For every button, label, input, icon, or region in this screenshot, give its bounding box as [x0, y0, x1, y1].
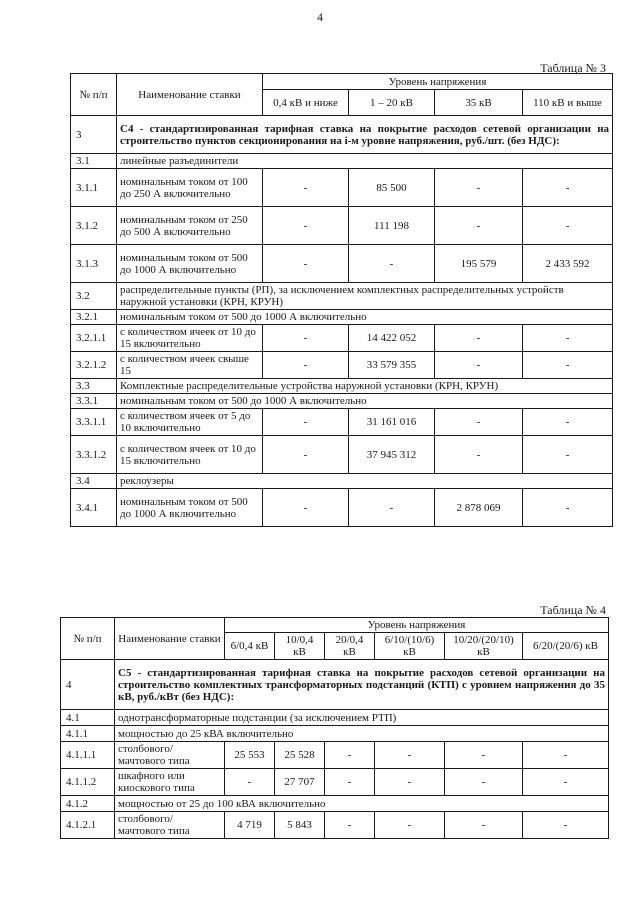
rate-value: - [325, 742, 375, 769]
table-row [71, 207, 613, 245]
row-number: 3.2.1 [71, 310, 117, 325]
row-number: 3.2.1.2 [71, 352, 117, 379]
column-group-voltage: Уровень напряжения [263, 74, 613, 90]
row-number: 3.3 [71, 379, 117, 394]
rate-value: - [523, 169, 613, 207]
column-header-level: 6/20/(20/6) кВ [523, 633, 609, 660]
rate-value: 2 878 069 [435, 489, 523, 527]
rate-value: 25 528 [275, 742, 325, 769]
rate-value: - [375, 812, 445, 839]
rate-value: - [325, 769, 375, 796]
group-heading: однотрансформаторные подстанции (за исключением РТП) [115, 710, 609, 726]
table-row [61, 742, 609, 769]
column-header-name: Наименование ставки [115, 618, 225, 660]
table-row [61, 710, 609, 726]
table-row [71, 245, 613, 283]
rate-name: с количеством ячеек свыше 15 [117, 352, 263, 379]
table-row [71, 474, 613, 489]
rate-value: - [435, 169, 523, 207]
column-header-level: 1 – 20 кВ [349, 90, 435, 116]
rate-name: с количеством ячеек от 5 до 10 включительно [117, 409, 263, 436]
table-row [61, 660, 609, 710]
rate-value: 14 422 052 [349, 325, 435, 352]
table3-body [71, 116, 613, 527]
rate-value: - [523, 352, 613, 379]
rate-value: 2 433 592 [523, 245, 613, 283]
column-header-level: 0,4 кВ и ниже [263, 90, 349, 116]
rate-value: - [375, 742, 445, 769]
rate-value: - [435, 352, 523, 379]
rate-value: - [263, 352, 349, 379]
rate-value: - [263, 169, 349, 207]
row-number: 3.3.1.2 [71, 436, 117, 474]
rate-value: - [263, 207, 349, 245]
rate-value: - [263, 489, 349, 527]
table-row [61, 812, 609, 839]
row-number: 4.1.1.2 [61, 769, 115, 796]
table-row [61, 726, 609, 742]
row-number: 4.1.2.1 [61, 812, 115, 839]
tariff-table-3 [70, 73, 613, 527]
rate-value: - [445, 769, 523, 796]
table-row [71, 489, 613, 527]
page-number: 4 [317, 10, 323, 24]
group-heading: Комплектные распределительные устройства наружной установки (КРН, КРУН) [117, 379, 613, 394]
table-row [61, 796, 609, 812]
rate-value: - [523, 325, 613, 352]
rate-value: 27 707 [275, 769, 325, 796]
rate-value: - [523, 436, 613, 474]
rate-value: - [435, 409, 523, 436]
rate-value: - [349, 245, 435, 283]
table-row [71, 352, 613, 379]
rate-value: - [263, 436, 349, 474]
table-row [71, 325, 613, 352]
column-header-level: 35 кВ [435, 90, 523, 116]
row-number: 4.1.1 [61, 726, 115, 742]
rate-value: 195 579 [435, 245, 523, 283]
rate-value: - [523, 207, 613, 245]
table-row [71, 394, 613, 409]
section-heading: С5 - стандартизированная тарифная ставка на покрытие расходов сетевой организации на строительство комплектных трансформаторных подстанций (КТП) с уровнем напряжения до 35 кВ, руб./кВт (без НДС): [115, 660, 609, 710]
rate-value: - [445, 812, 523, 839]
rate-value: - [523, 742, 609, 769]
column-header-number: № п/п [71, 74, 117, 116]
rate-value: - [523, 409, 613, 436]
row-number: 3.2 [71, 283, 117, 310]
group-heading: номинальным током от 500 до 1000 А включительно [117, 310, 613, 325]
rate-value: - [225, 769, 275, 796]
column-group-voltage: Уровень напряжения [225, 618, 609, 633]
rate-value: - [445, 742, 523, 769]
column-header-level: 110 кВ и выше [523, 90, 613, 116]
table3-caption: Таблица № 3 [540, 61, 606, 75]
row-number: 3.4.1 [71, 489, 117, 527]
table-row [61, 769, 609, 796]
rate-name: столбового/ мачтового типа [115, 742, 225, 769]
table4-body [61, 660, 609, 839]
column-header-level: 20/0,4 кВ [325, 633, 375, 660]
row-number: 4.1.2 [61, 796, 115, 812]
table-row [71, 154, 613, 169]
rate-name: шкафного или киоскового типа [115, 769, 225, 796]
rate-value: 31 161 016 [349, 409, 435, 436]
rate-name: номинальным током от 500 до 1000 А включительно [117, 489, 263, 527]
row-number: 3.1.2 [71, 207, 117, 245]
rate-value: - [523, 769, 609, 796]
row-number: 4.1.1.1 [61, 742, 115, 769]
tariff-table-4 [60, 617, 609, 839]
table4-caption: Таблица № 4 [540, 603, 606, 617]
rate-name: с количеством ячеек от 10 до 15 включительно [117, 325, 263, 352]
rate-value: 5 843 [275, 812, 325, 839]
rate-value: 33 579 355 [349, 352, 435, 379]
rate-value: - [263, 245, 349, 283]
rate-name: столбового/ мачтового типа [115, 812, 225, 839]
rate-value: - [435, 207, 523, 245]
row-number: 3.1.3 [71, 245, 117, 283]
group-heading: мощностью от 25 до 100 кВА включительно [115, 796, 609, 812]
column-header-level: 10/20/(20/10) кВ [445, 633, 523, 660]
rate-value: - [263, 325, 349, 352]
table-row [71, 310, 613, 325]
rate-value: - [435, 325, 523, 352]
rate-name: номинальным током от 100 до 250 А включительно [117, 169, 263, 207]
rate-value: 85 500 [349, 169, 435, 207]
table-row [71, 116, 613, 154]
row-number: 3.2.1.1 [71, 325, 117, 352]
section-heading: С4 - стандартизированная тарифная ставка на покрытие расходов сетевой организации на строительство пунктов секционирования на i-м уровне напряжения, руб./шт. (без НДС): [117, 116, 613, 154]
row-number: 4.1 [61, 710, 115, 726]
rate-value: - [349, 489, 435, 527]
rate-name: номинальным током от 250 до 500 А включительно [117, 207, 263, 245]
column-header-number: № п/п [61, 618, 115, 660]
row-number: 3.1.1 [71, 169, 117, 207]
table-row [71, 169, 613, 207]
rate-name: номинальным током от 500 до 1000 А включительно [117, 245, 263, 283]
row-number: 3.4 [71, 474, 117, 489]
row-number: 3 [71, 116, 117, 154]
rate-name: с количеством ячеек от 10 до 15 включительно [117, 436, 263, 474]
group-heading: мощностью до 25 кВА включительно [115, 726, 609, 742]
row-number: 3.1 [71, 154, 117, 169]
row-number: 3.3.1.1 [71, 409, 117, 436]
column-header-name: Наименование ставки [117, 74, 263, 116]
column-header-level: 6/10/(10/6) кВ [375, 633, 445, 660]
rate-value: - [325, 812, 375, 839]
table-row [71, 379, 613, 394]
column-header-level: 6/0,4 кВ [225, 633, 275, 660]
row-number: 4 [61, 660, 115, 710]
table-row [71, 409, 613, 436]
group-heading: реклоузеры [117, 474, 613, 489]
rate-value: 37 945 312 [349, 436, 435, 474]
rate-value: - [523, 812, 609, 839]
rate-value: - [435, 436, 523, 474]
group-heading: линейные разъединители [117, 154, 613, 169]
column-header-level: 10/0,4 кВ [275, 633, 325, 660]
rate-value: 4 719 [225, 812, 275, 839]
table-row [71, 436, 613, 474]
group-heading: номинальным током от 500 до 1000 А включительно [117, 394, 613, 409]
rate-value: 25 553 [225, 742, 275, 769]
table-row [71, 283, 613, 310]
row-number: 3.3.1 [71, 394, 117, 409]
group-heading: распределительные пункты (РП), за исключением комплектных распределительных устройств наружной установки (КРН, КРУН) [117, 283, 613, 310]
rate-value: 111 198 [349, 207, 435, 245]
rate-value: - [263, 409, 349, 436]
rate-value: - [375, 769, 445, 796]
rate-value: - [523, 489, 613, 527]
